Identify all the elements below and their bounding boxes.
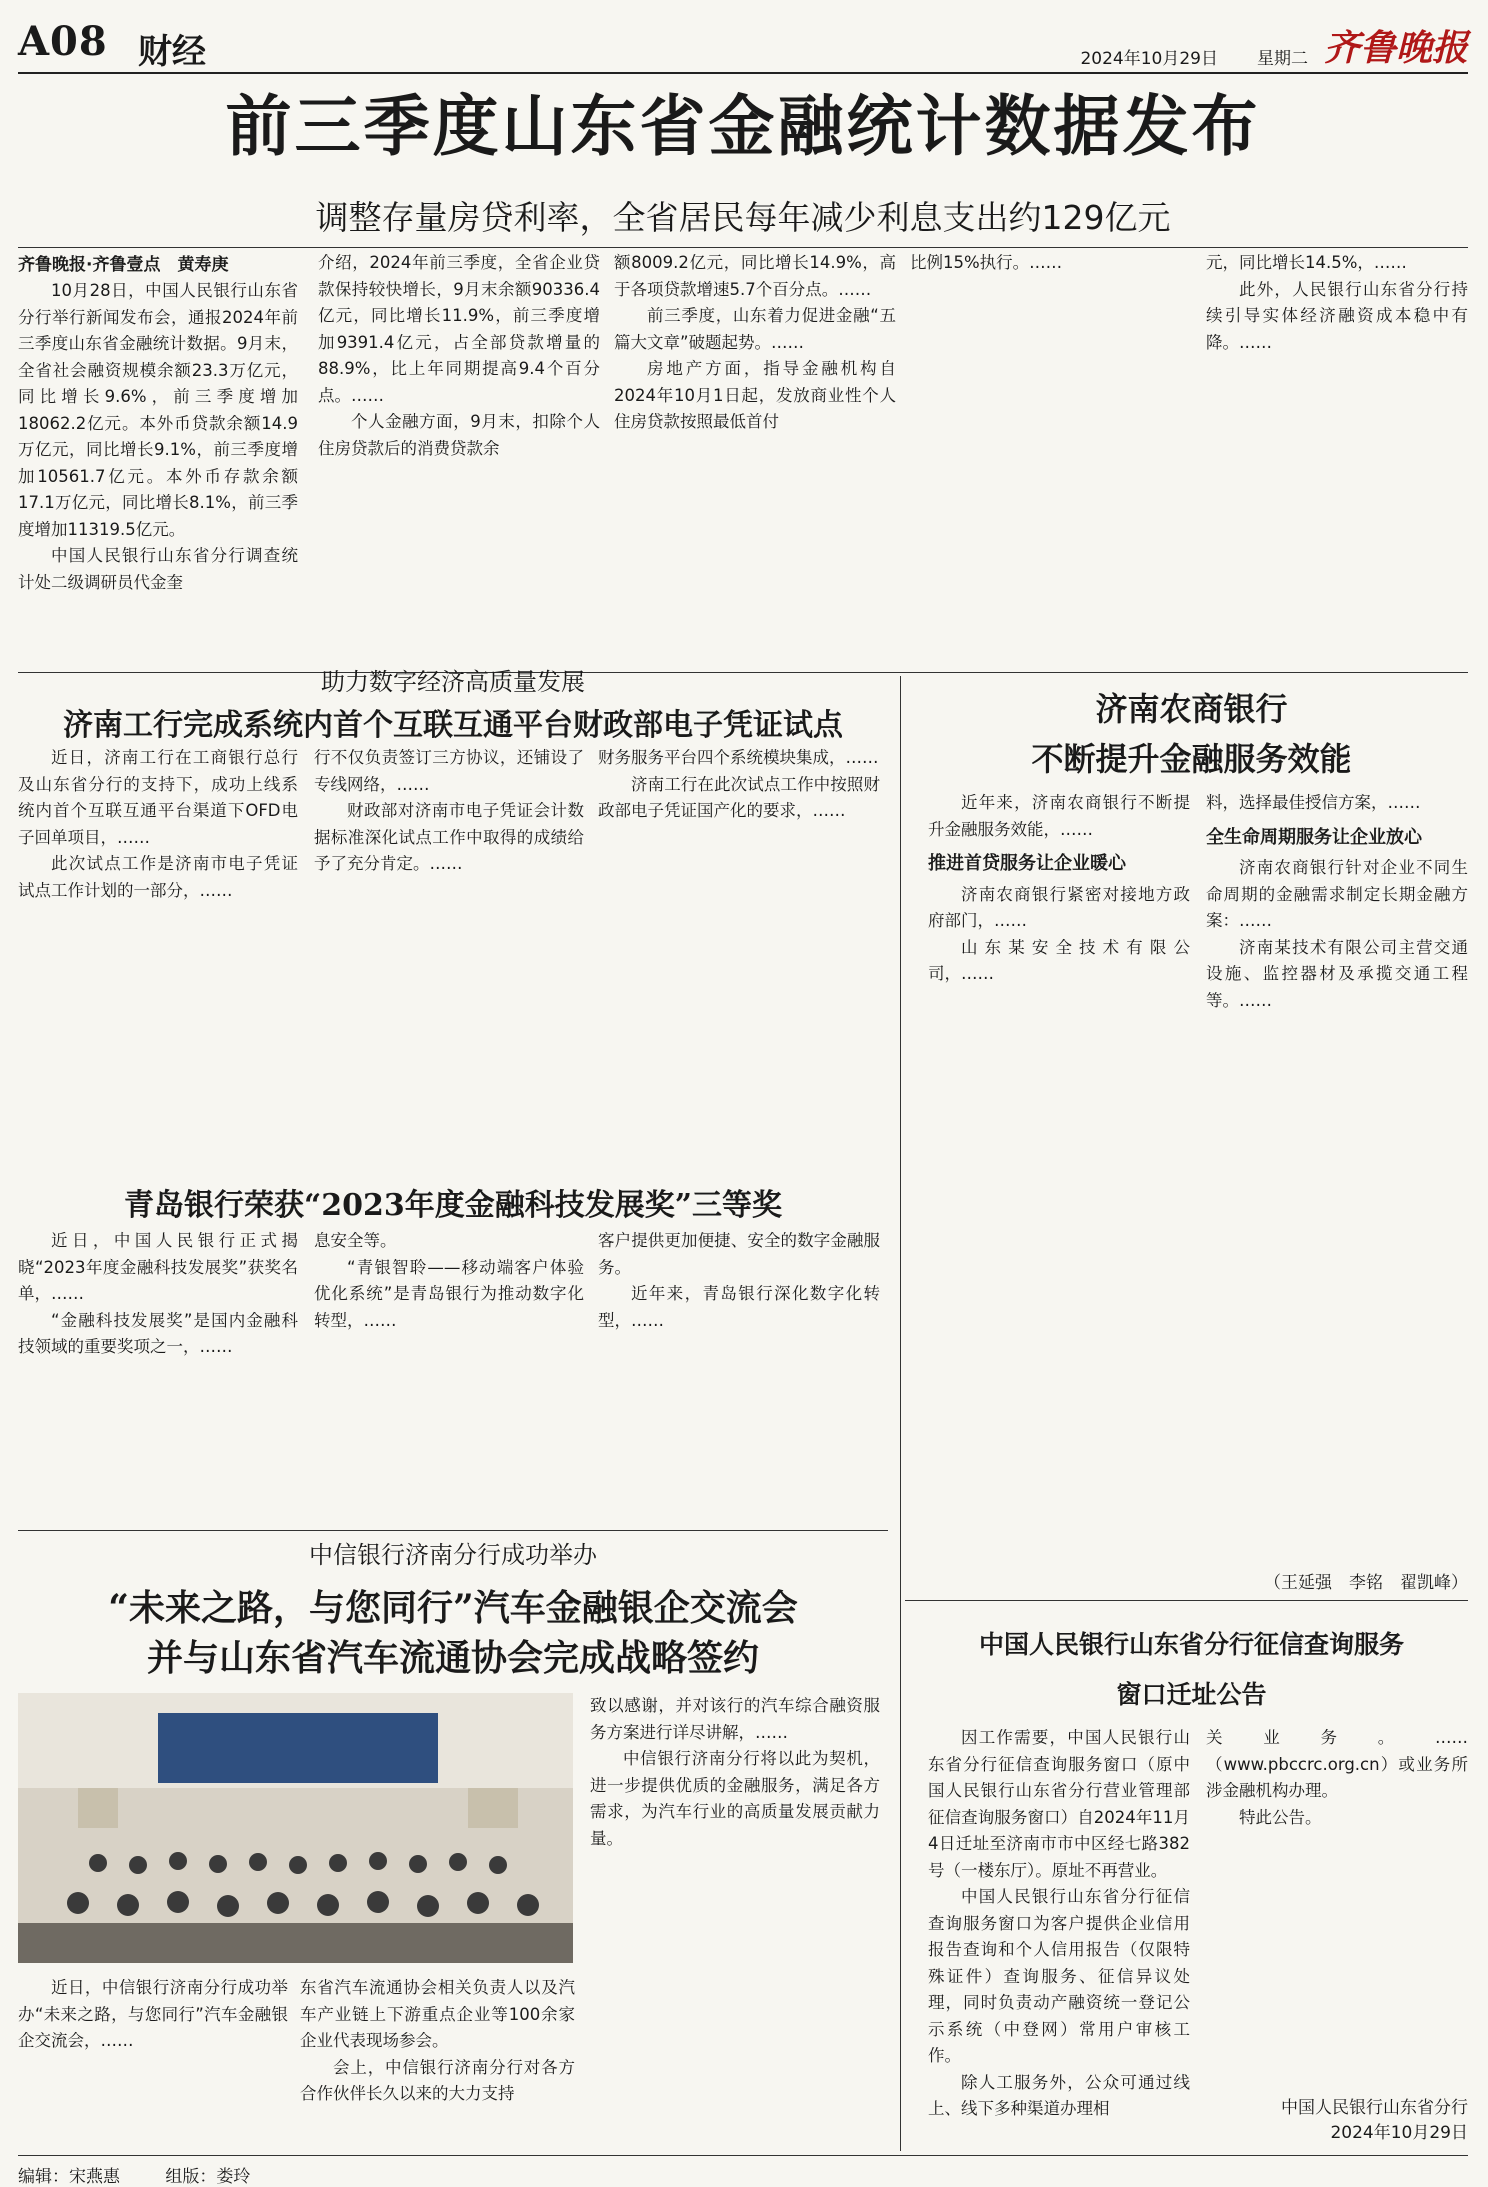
pboc-column-1 [928,1725,1190,2145]
paragraph: 元，同比增长14.5%，…… [1206,253,1407,272]
jnrcb-column-2 [1206,790,1468,1590]
citic-column-right [590,1693,880,2143]
editor-credit: 编辑：宋燕惠 [18,2167,120,2187]
issue-date: 2024年10月29日 [1080,49,1218,69]
paragraph: 济南农商银行紧密对接地方政府部门，…… [928,884,1190,930]
layout-credit: 组版：娄玲 [165,2167,251,2187]
paragraph: “金融科技发展奖”是国内金融科技领域的重要奖项之一，…… [18,1310,298,1356]
paragraph: 财政部对济南市电子凭证会计数据标准深化试点工作中取得的成绩给予了充分肯定。…… [314,801,584,873]
page-header [18,14,1468,74]
paragraph: 会上，中信银行济南分行对各方合作伙伴长久以来的大力支持 [300,2057,575,2103]
column-divider [900,676,901,2151]
pboc-signature-org: 中国人民银行山东省分行 [1281,2098,1468,2118]
jnrcb-subhead-2: 全生命周期服务让企业放心 [1206,826,1422,848]
citic-column-1 [18,1975,288,2145]
paragraph: 介绍，2024年前三季度，全省企业贷款保持较快增长，9月末余额90336.4亿元，同比增长11.9%，前三季度增加9391.4亿元，占全部贷款增量的88.9%，比上年同期提高9.4个百分点。…… [318,253,600,405]
pboc-notice-title-line-1: 中国人民银行山东省分行征信查询服务 [978,1630,1404,1659]
paragraph: 特此公告。 [1239,1807,1322,1827]
paragraph: 济南某技术有限公司主营交通设施、监控器材及承揽交通工程等。…… [1206,937,1468,1010]
lead-column-1 [18,278,298,668]
paragraph: 此外，人民银行山东省分行持续引导实体经济融资成本稳中有降。…… [1206,279,1468,352]
paragraph: 料，选择最佳授信方案，…… [1206,793,1421,812]
divider [905,1600,1468,1601]
event-photo [18,1693,573,1963]
icbc-column-1 [18,745,298,1175]
jnrcb-subhead-1: 推进首贷服务让企业暖心 [928,853,1126,874]
paragraph: 前三季度，山东着力促进金融“五篇大文章”破题起势。…… [614,306,896,352]
divider [18,1530,888,1531]
paragraph: 济南工行在此次试点工作中按照财政部电子凭证国产化的要求，…… [598,774,880,820]
lead-column-2 [318,250,600,668]
paragraph: 10月28日，中国人民银行山东省分行举行新闻发布会，通报2024年前三季度山东省金融统计数据。9月末，全省社会融资规模余额23.3万亿元，同比增长9.6%，前三季度增加18062.2亿元。本外币贷款余额14.9万亿元，同比增长9.1%，前三季度增加10561.7亿元。本外币存款余额17.1万亿元，同比增长8.1%，前三季度增加11319.5亿元。 [18,281,298,539]
citic-column-2 [300,1975,575,2145]
citic-headline-line-2: 并与山东省汽车流通协会完成战略签约 [146,1637,759,1679]
paragraph: 近年来，青岛银行深化数字化转型，…… [598,1284,880,1330]
paragraph: 中国人民银行山东省分行调查统计处二级调研员代金奎 [18,546,298,592]
lead-column-4 [910,250,1190,668]
paragraph: 因工作需要，中国人民银行山东省分行征信查询服务窗口（原中国人民银行山东省分行营业管理部征信查询服务窗口）自2024年11月4日迁址至济南市市中区经七路382号（一楼东厅）。原址不再营业。 [928,1728,1190,1880]
page-code: A08 [18,18,108,65]
icbc-headline: 济南工行完成系统内首个互联互通平台财政部电子凭证试点 [63,708,843,743]
paragraph: 关业务。……（www.pbccrc.org.cn）或业务所涉金融机构办理。 [1206,1728,1468,1800]
paragraph: 比例15%执行。…… [910,253,1063,272]
citic-headline-line-1: “未来之路，与您同行”汽车金融银企交流会 [108,1587,798,1629]
paragraph: 行不仅负责签订三方协议，还铺设了专线网络，…… [314,748,584,794]
section-name: 财经 [138,32,206,72]
paragraph: 财务服务平台四个系统模块集成，…… [598,748,879,767]
page-footer [18,2155,1468,2187]
icbc-kicker: 助力数字经济高质量发展 [321,668,585,696]
paragraph: 额8009.2亿元，同比增长14.9%，高于各项贷款增速5.7个百分点。…… [614,253,896,299]
paragraph: 致以感谢，并对该行的汽车综合融资服务方案进行详尽讲解，…… [590,1696,880,1742]
lead-byline: 齐鲁晚报·齐鲁壹点 黄寿庚 [18,255,229,275]
paragraph: 除人工服务外，公众可通过线上、线下多种渠道办理相 [928,2072,1190,2118]
jnrcb-headline-line-2: 不断提升金融服务效能 [1031,740,1352,778]
pboc-column-2 [1206,1725,1468,2055]
paragraph: 个人金融方面，9月末，扣除个人住房贷款后的消费贷款余 [318,412,600,458]
paragraph: 近年来，济南农商银行不断提升金融服务效能，…… [928,793,1190,839]
paragraph: 此次试点工作是济南市电子凭证试点工作计划的一部分，…… [18,854,298,900]
paragraph: 山东某安全技术有限公司，…… [928,937,1190,983]
conference-photo-illustration [18,1693,573,1963]
citic-kicker: 中信银行济南分行成功举办 [309,1541,597,1569]
paragraph: 息安全等。 [314,1231,397,1250]
paragraph: 中信银行济南分行将以此为契机，进一步提供优质的金融服务，满足各方需求，为汽车行业的高质量发展贡献力量。 [590,1749,880,1848]
lead-column-3 [614,250,896,668]
paragraph: 近日，中信银行济南分行成功举办“未来之路，与您同行”汽车金融银企交流会，…… [18,1978,288,2050]
paragraph: 房地产方面，指导金融机构自2024年10月1日起，发放商业性个人住房贷款按照最低首付 [614,359,896,431]
masthead-logo: 齐鲁晚报 [1323,27,1468,69]
lead-headline: 前三季度山东省金融统计数据发布 [225,87,1261,165]
jnrcb-authors: （王延强 李铭 翟凯峰） [1264,1573,1468,1593]
lead-column-5 [1206,250,1468,668]
jnrcb-column-1 [928,790,1190,1590]
paragraph: 近日，济南工行在工商银行总行及山东省分行的支持下，成功上线系统内首个互联互通平台渠道下OFD电子回单项目，…… [18,748,298,847]
paragraph: 客户提供更加便捷、安全的数字金融服务。 [598,1231,880,1277]
paragraph: 东省汽车流通协会相关负责人以及汽车产业链上下游重点企业等100余家企业代表现场参会。 [300,1978,575,2050]
qdbank-headline: 青岛银行荣获“2023年度金融科技发展奖”三等奖 [123,1188,782,1223]
lead-subheadline: 调整存量房贷利率，全省居民每年减少利息支出约129亿元 [315,198,1171,237]
icbc-column-2 [314,745,584,1175]
icbc-column-3 [598,745,880,1175]
issue-weekday: 星期二 [1257,49,1308,69]
pboc-signature-date: 2024年10月29日 [1330,2123,1468,2143]
paragraph: 近日，中国人民银行正式揭晓“2023年度金融科技发展奖”获奖名单，…… [18,1231,298,1303]
jnrcb-headline-line-1: 济南农商银行 [1095,690,1288,728]
paragraph: “青银智聆——移动端客户体验优化系统”是青岛银行为推动数字化转型，…… [314,1257,584,1330]
paragraph: 中国人民银行山东省分行征信查询服务窗口为客户提供企业信用报告查询和个人信用报告（仅限特殊证件）查询服务、征信异议处理，同时负责动产融资统一登记公示系统（中登网）常用户审核工作。 [928,1887,1190,2065]
pboc-notice-title-line-2: 窗口迁址公告 [1116,1680,1267,1709]
paragraph: 济南农商银行针对企业不同生命周期的金融需求制定长期金融方案：…… [1206,858,1468,930]
divider [18,247,1468,248]
